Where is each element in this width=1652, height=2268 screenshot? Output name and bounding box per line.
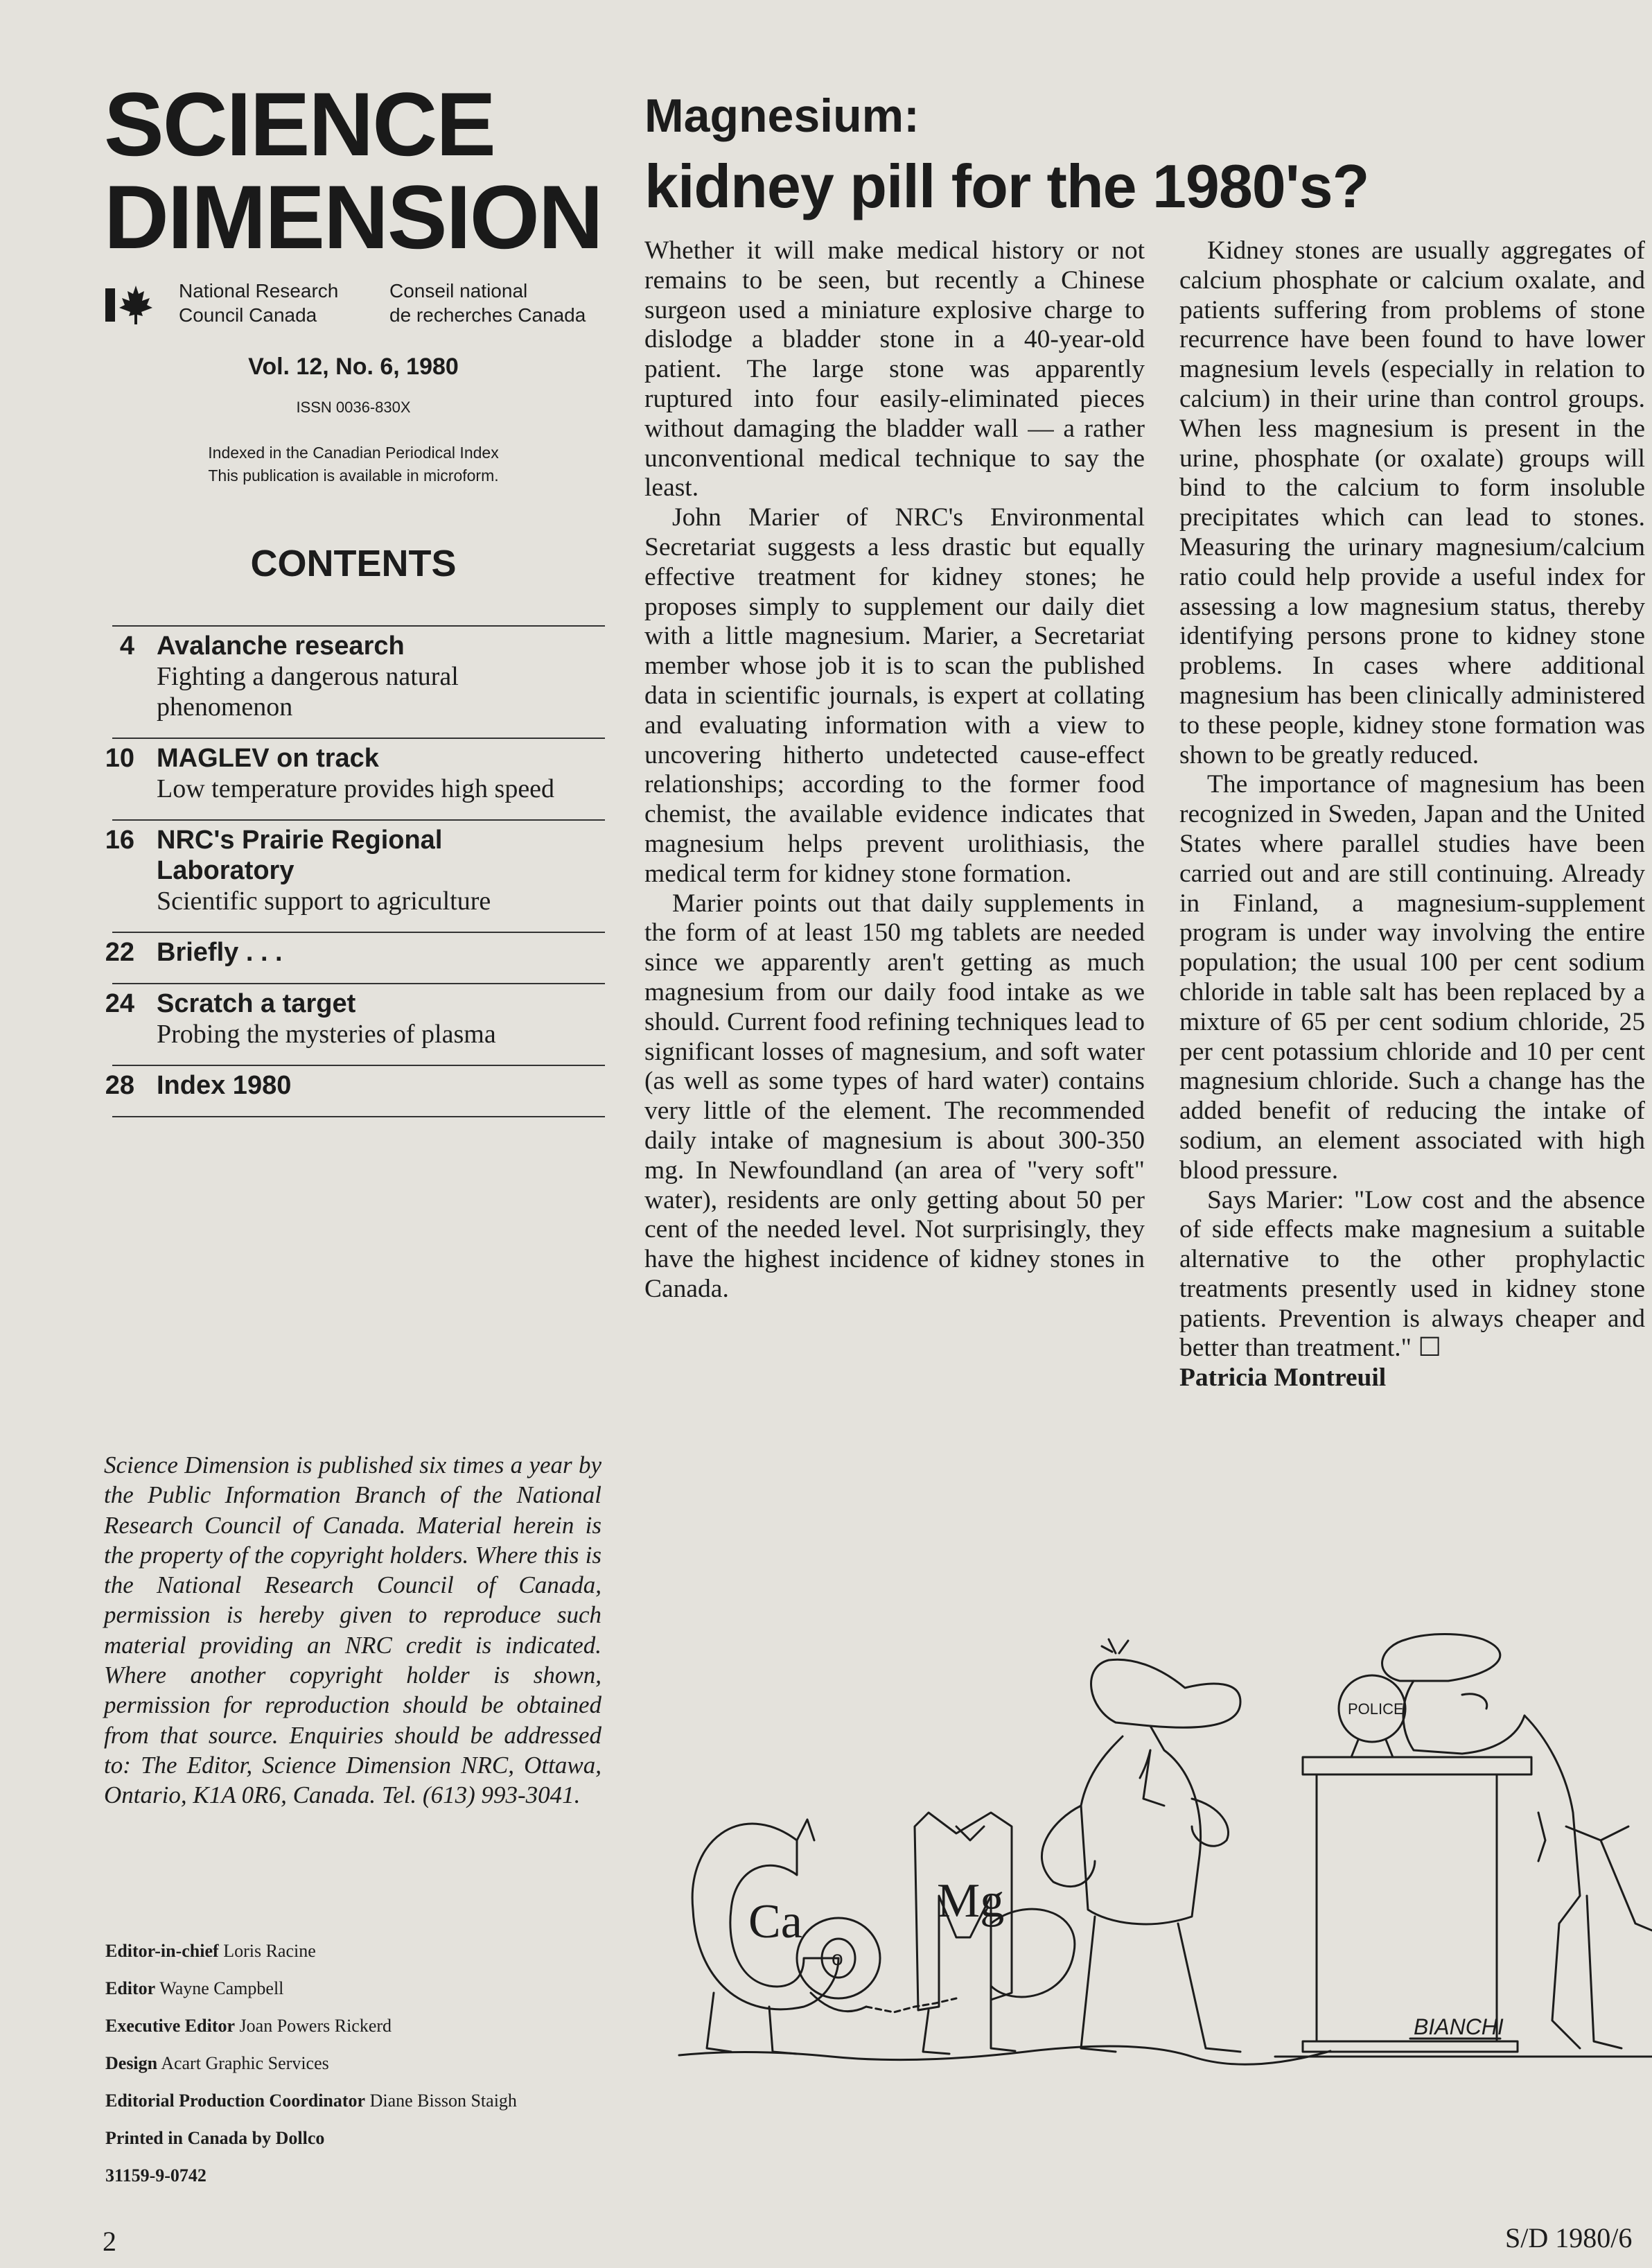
nrc-english-line1: National Research bbox=[179, 280, 339, 302]
credit-role: Design bbox=[105, 2053, 158, 2073]
article-paragraph: John Marier of NRC's Environmental Secretariat suggests a less drastic but equally effective treatment for kidney stones; he proposes simply to supplement our daily diet with a little magnesium. Marier, a Secretariat member whose job it is to scan the published data in scientific journals, is expert at collating and evaluating information with a view to uncovering hitherto undetected cause-effect relationships; according to the former food chemist, the available evidence indicates that magnesium helps prevent urolithiasis, the medical term for kidney stone formation. bbox=[644, 503, 1145, 888]
toc-entry-description: Scientific support to agriculture bbox=[157, 887, 491, 916]
nrc-english-line2: Council Canada bbox=[179, 304, 317, 326]
police-desk bbox=[1303, 1675, 1531, 2052]
toc-entry-title: Index 1980 bbox=[157, 1071, 292, 1100]
toc-entry-description: Probing the mysteries of plasma bbox=[157, 1020, 496, 1049]
staff-credits bbox=[105, 1941, 604, 2203]
credit-role: Editor bbox=[105, 1978, 156, 1998]
cartoon-police-officer bbox=[1382, 1634, 1652, 2049]
cartoon-letter-ca: Ca bbox=[748, 1895, 802, 1948]
table-of-contents bbox=[103, 625, 605, 1117]
credit-name: Wayne Campbell bbox=[159, 1978, 284, 1998]
issn: ISSN 0036-830X bbox=[296, 399, 411, 416]
credit-line bbox=[105, 2053, 604, 2091]
cartoon-illustration bbox=[665, 1632, 1652, 2069]
page-number: 2 bbox=[103, 2226, 116, 2257]
credit-line bbox=[105, 2128, 604, 2165]
article-byline: Patricia Montreuil bbox=[1179, 1363, 1387, 1393]
credit-line bbox=[105, 1941, 604, 1978]
toc-entry-title: NRC's Prairie Regional Laboratory bbox=[157, 826, 443, 885]
credit-line bbox=[105, 2091, 604, 2128]
credit-name: Diane Bisson Staigh bbox=[369, 2091, 517, 2111]
credit-role: Printed in Canada by Dollco bbox=[105, 2128, 325, 2148]
credit-name: Joan Powers Rickerd bbox=[239, 2016, 392, 2036]
credit-role: 31159-9-0742 bbox=[105, 2165, 206, 2186]
nrc-french-line2: de recherches Canada bbox=[389, 304, 586, 326]
toc-page-number: 28 bbox=[105, 1071, 134, 1100]
article-paragraph: Says Marier: "Low cost and the absence of side effects make magnesium a suitable alternative to the other prophylactic treatments presently used in kidney stone patients. Prevention is always cheaper and better than treatment." ☐ bbox=[1179, 1185, 1645, 1363]
toc-entry[interactable] bbox=[103, 821, 605, 932]
toc-entry-title: Briefly . . . bbox=[157, 938, 283, 967]
nrc-maple-leaf-logo-icon bbox=[105, 284, 154, 326]
toc-entry[interactable] bbox=[103, 627, 605, 738]
credit-role: Editor-in-chief bbox=[105, 1941, 219, 1961]
publisher-note: Science Dimension is published six times a year by the Public Information Branch of the National Research Council of Canada. Material herein is the property of the copyright holders. Where this is the National Research Council of Canada, permission is hereby given to reproduce such material providing an NRC credit is indicated. Where another copyright holder is shown, permission for reproduction should be obtained from that source. Enquiries should be addressed to: The Editor, Science Dimension NRC, Ottawa, Ontario, K1A 0R6, Canada. Tel. (613) 993-3041. bbox=[104, 1451, 601, 1809]
toc-entry[interactable] bbox=[103, 984, 605, 1065]
credit-role: Executive Editor bbox=[105, 2016, 236, 2036]
nrc-french-line1: Conseil national bbox=[389, 280, 528, 302]
masthead bbox=[104, 73, 617, 268]
credit-name: Acart Graphic Services bbox=[161, 2053, 329, 2073]
toc-entry-title: Scratch a target bbox=[157, 989, 356, 1018]
article-paragraph: Marier points out that daily supplements in the form of at least 150 mg tablets are needed since we apparently aren't getting as much magnesium from our daily food intake as we should. Current food refining techniques lead to significant losses of magnesium, and soft water (as well as some types of hard water) contains very little of the element. The recommended daily intake of magnesium is about 300-350 mg. In Newfoundland (an area of "very soft" water), residents are only getting about 50 per cent of the needed level. Not surprisingly, they have the highest incidence of kidney stones in Canada. bbox=[644, 889, 1145, 1303]
toc-entry-description: Low temperature provides high speed bbox=[157, 774, 555, 803]
toc-page-number: 16 bbox=[105, 826, 134, 855]
article-column-1 bbox=[644, 236, 1145, 1305]
indexing-note bbox=[104, 442, 603, 487]
article-paragraph: Whether it will make medical history or not remains to be seen, but recently a Chinese surgeon used a miniature explosive charge to dislodge a bladder stone in a 40-year-old patient. The large stone was apparently ruptured into four easily-eliminated pieces without damaging the bladder wall — a rather unconventional medical technique to say the least. bbox=[644, 236, 1145, 503]
credit-line bbox=[105, 1978, 604, 2016]
toc-entry-description: Fighting a dangerous natural phenomenon bbox=[157, 662, 459, 722]
indexing-line2: This publication is available in microform. bbox=[208, 466, 499, 485]
toc-entry[interactable] bbox=[103, 1066, 605, 1116]
article-kicker: Magnesium: bbox=[644, 89, 920, 142]
masthead-line1: SCIENCE bbox=[104, 73, 495, 175]
police-sign-text: POLICE bbox=[1348, 1700, 1404, 1718]
article-paragraph: The importance of magnesium has been recognized in Sweden, Japan and the United States where parallel studies have been carried out and are still continuing. Already in Finland, a magnesium-supplement program is under way involving the entire population; the usual 100 per cent sodium chloride in table salt has been replaced by a mixture of 65 per cent sodium chloride, 25 per cent potassium chloride and 10 per cent magnesium chloride. Such a change has the added benefit of reducing the intake of sodium, an element associated with high blood pressure. bbox=[1179, 770, 1645, 1185]
indexing-line1: Indexed in the Canadian Periodical Index bbox=[208, 444, 499, 462]
article-headline: kidney pill for the 1980's? bbox=[644, 152, 1369, 220]
issue-footer: S/D 1980/6 bbox=[1505, 2222, 1633, 2253]
credit-line bbox=[105, 2165, 604, 2203]
toc-page-number: 24 bbox=[105, 989, 134, 1018]
toc-page-number: 10 bbox=[105, 744, 134, 773]
cartoon-man bbox=[1042, 1639, 1240, 2052]
toc-entry[interactable] bbox=[103, 739, 605, 819]
toc-entry[interactable] bbox=[103, 933, 605, 983]
cartoonist-signature: BIANCHI bbox=[1414, 2014, 1504, 2039]
cartoon-letter-mg: Mg bbox=[937, 1874, 1005, 1928]
credit-role: Editorial Production Coordinator bbox=[105, 2091, 366, 2111]
toc-divider bbox=[112, 1116, 605, 1117]
svg-text:o: o bbox=[832, 1947, 843, 1970]
credit-line bbox=[105, 2016, 604, 2053]
article-paragraph: Kidney stones are usually aggregates of calcium phosphate or calcium oxalate, and patients suffering from problems of stone recurrence have been found to have lower magnesium levels (especially in relation to calcium) in their urine than control groups. When less magnesium is present in the urine, phosphate (or oxalate) groups will bind to the calcium to form insoluble precipitates which can lead to stones. Measuring the urinary magnesium/calcium ratio could help provide a useful index for assessing a low magnesium status, thereby identifying persons prone to kidney stone problems. In cases where additional magnesium has been clinically administered to these people, kidney stone formation was shown to be greatly reduced. bbox=[1179, 236, 1645, 769]
magnesium-character bbox=[915, 1813, 1075, 2054]
toc-page-number: 4 bbox=[119, 631, 134, 661]
article-column-2 bbox=[1179, 236, 1645, 1393]
contents-heading: CONTENTS bbox=[250, 543, 457, 584]
masthead-line2: DIMENSION bbox=[104, 166, 602, 268]
toc-page-number: 22 bbox=[105, 938, 134, 967]
nrc-identifier bbox=[105, 279, 618, 334]
toc-entry-title: MAGLEV on track bbox=[157, 744, 379, 773]
volume-info: Vol. 12, No. 6, 1980 bbox=[248, 354, 459, 380]
toc-entry-title: Avalanche research bbox=[157, 631, 405, 661]
credit-name: Loris Racine bbox=[223, 1941, 316, 1961]
